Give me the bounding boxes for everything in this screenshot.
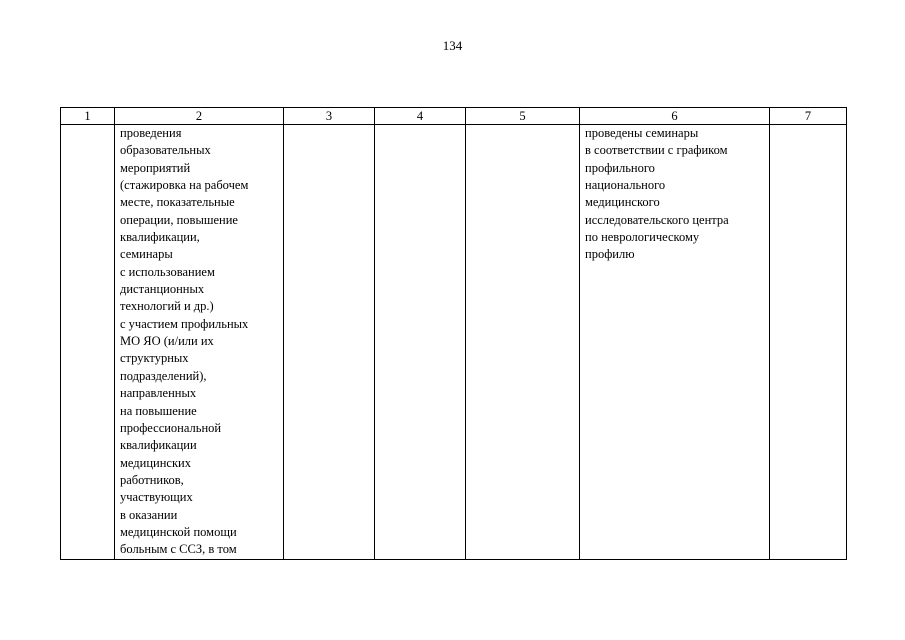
- cell-text-line: медицинских: [120, 455, 191, 470]
- cell-text-line: национального: [585, 178, 666, 193]
- cell-text-line: структурных: [120, 351, 189, 366]
- cell-text-line: (стажировка на рабочем: [120, 178, 249, 193]
- column-header-2: 2: [115, 108, 284, 125]
- page-number: 134: [442, 38, 463, 53]
- cell-text-line: исследовательского центра: [585, 212, 729, 227]
- cell-text-line: профильного: [585, 160, 655, 175]
- cell-text-line: МО ЯО (и/или их: [120, 334, 214, 349]
- cell-text-line: с участием профильных: [120, 316, 249, 331]
- cell-text-line: с использованием: [120, 264, 215, 279]
- cell-text-line: дистанционных: [120, 282, 205, 297]
- cell-text-line: на повышение: [120, 403, 197, 418]
- cell-text-line: в соответствии с графиком: [585, 143, 728, 158]
- cell-text-line: в оказании: [120, 507, 178, 522]
- cell-col7: [770, 125, 847, 560]
- cell-text-line: квалификации: [120, 438, 197, 453]
- cell-text-line: медицинской помощи: [120, 524, 237, 539]
- table-row: [61, 125, 847, 560]
- cell-col5: [466, 125, 580, 560]
- cell-text-line: операции, повышение: [120, 212, 238, 227]
- cell-text-line: профилю: [585, 247, 635, 262]
- cell-col4: [375, 125, 466, 560]
- cell-col1: [61, 125, 115, 560]
- cell-text-line: образовательных: [120, 143, 211, 158]
- cell-text-line: месте, показательные: [120, 195, 235, 210]
- data-table: [60, 107, 847, 560]
- cell-text-line: проведены семинары: [585, 126, 699, 140]
- cell-text-line: подразделений),: [120, 368, 207, 383]
- cell-text-line: участвующих: [120, 490, 193, 505]
- column-header-1: 1: [61, 108, 115, 125]
- cell-col2: [115, 125, 284, 560]
- cell-col6: [580, 125, 770, 560]
- cell-col3: [284, 125, 375, 560]
- cell-text-line: семинары: [120, 247, 173, 262]
- column-header-7: 7: [770, 108, 847, 125]
- column-header-5: 5: [466, 108, 580, 125]
- column-header-3: 3: [284, 108, 375, 125]
- cell-text-line: мероприятий: [120, 160, 191, 175]
- cell-text-line: работников,: [120, 472, 184, 487]
- cell-text-line: больным с ССЗ, в том: [120, 542, 237, 557]
- cell-text-line: проведения: [120, 126, 182, 140]
- cell-text-line: технологий и др.): [120, 299, 214, 314]
- column-header-6: 6: [580, 108, 770, 125]
- cell-text-line: направленных: [120, 386, 197, 401]
- cell-text-line: медицинского: [585, 195, 660, 210]
- column-header-4: 4: [375, 108, 466, 125]
- cell-text-line: по неврологическому: [585, 230, 700, 245]
- cell-text-line: квалификации,: [120, 230, 200, 245]
- header-row: [61, 108, 847, 125]
- cell-text-line: профессиональной: [120, 420, 222, 435]
